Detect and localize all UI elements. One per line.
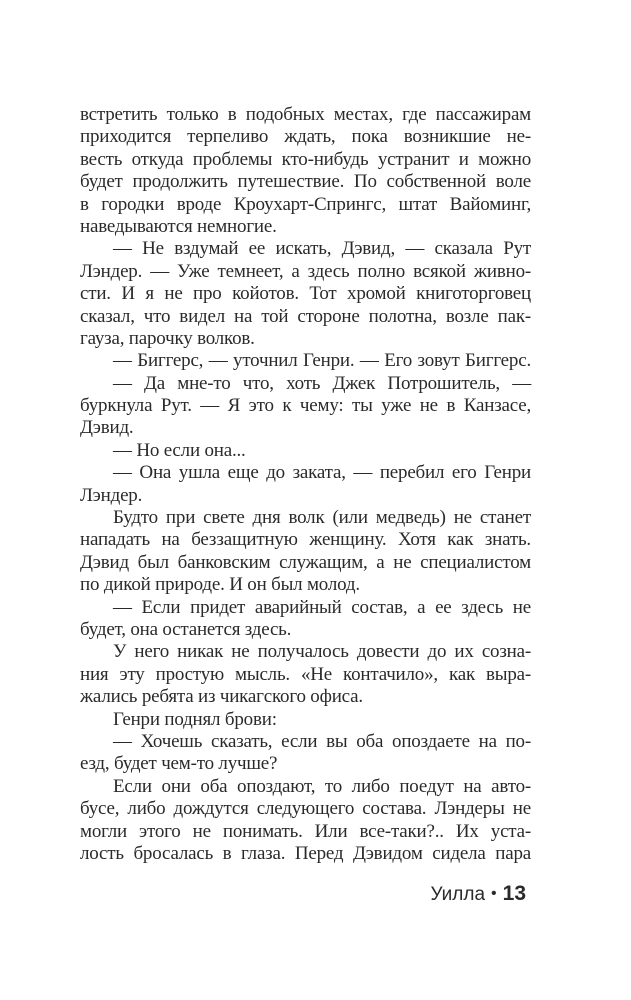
text-line: — Но если она... xyxy=(113,439,246,461)
text-line: в городки вроде Кроухарт-Спрингс, штат Вайоминг, xyxy=(80,193,531,215)
text-line: буркнула Рут. — Я это к чему: ты уже не в Канзасе, xyxy=(80,395,531,417)
footer-separator: • xyxy=(491,885,497,902)
text-line: Если они оба опоздают, то либо поедут на авто- xyxy=(113,775,531,797)
text-line: жались ребята из чикагского офиса. xyxy=(80,686,363,708)
text-line: — Да мне-то что, хоть Джек Потрошитель, — xyxy=(113,372,531,394)
page-number: 13 xyxy=(502,882,526,905)
text-line: лость бросалась в глаза. Перед Дэвидом сидела пара xyxy=(80,842,531,864)
text-line: встретить только в подобных местах, где пассажирам xyxy=(80,104,531,125)
text-line: наведываются немногие. xyxy=(80,215,277,237)
text-line: Генри поднял брови: xyxy=(113,708,277,730)
text-line: бусе, либо дождутся следующего состава. Лэндеры не xyxy=(80,798,531,820)
page-body-text xyxy=(80,104,531,865)
text-line: будет продолжить путешествие. По собственной воле xyxy=(80,171,531,193)
text-line: Дэвид. xyxy=(80,417,134,439)
text-line: могли этого не понимать. Или все-таки?.. Их уста- xyxy=(80,820,531,842)
text-line: — Не вздумай ее искать, Дэвид, — сказала Рут xyxy=(113,238,531,260)
text-line: гауза, парочку волков. xyxy=(80,327,255,349)
text-line: У него никак не получалось довести до их созна- xyxy=(113,641,531,663)
text-line: Будто при свете дня волк (или медведь) не станет xyxy=(113,507,531,529)
text-line: ния эту простую мысль. «Не контачило», как выра- xyxy=(80,663,531,685)
text-line: — Если придет аварийный состав, а ее здесь не xyxy=(113,596,531,618)
text-line: будет, она останется здесь. xyxy=(80,618,292,640)
text-line: езд, будет чем-то лучше? xyxy=(80,753,278,775)
text-line: по дикой природе. И он был молод. xyxy=(80,574,360,596)
footer-book-title: Уилла xyxy=(430,884,486,905)
text-line: сти. И я не про койотов. Тот хромой книготорговец xyxy=(80,283,531,305)
text-line: Лэндер. xyxy=(80,484,143,506)
text-line: нападать на беззащитную женщину. Хотя как знать. xyxy=(80,529,531,551)
text-line: Дэвид был банковским служащим, а не специалистом xyxy=(80,551,531,573)
text-line: — Хочешь сказать, если вы оба опоздаете на по- xyxy=(113,730,531,752)
text-line: — Она ушла еще до заката, — перебил его Генри xyxy=(113,462,531,484)
text-line: приходится терпеливо ждать, пока возникшие не- xyxy=(80,126,531,148)
text-line: весть откуда проблемы кто-нибудь устранит и можно xyxy=(80,148,531,170)
text-line: Лэндер. — Уже темнеет, а здесь полно всякой живно- xyxy=(80,260,531,282)
running-footer xyxy=(430,882,526,906)
text-line: сказал, что видел на той стороне полотна, возле пак- xyxy=(80,305,531,327)
text-line: — Биггерс, — уточнил Генри. — Его зовут Биггерс. xyxy=(113,350,531,372)
